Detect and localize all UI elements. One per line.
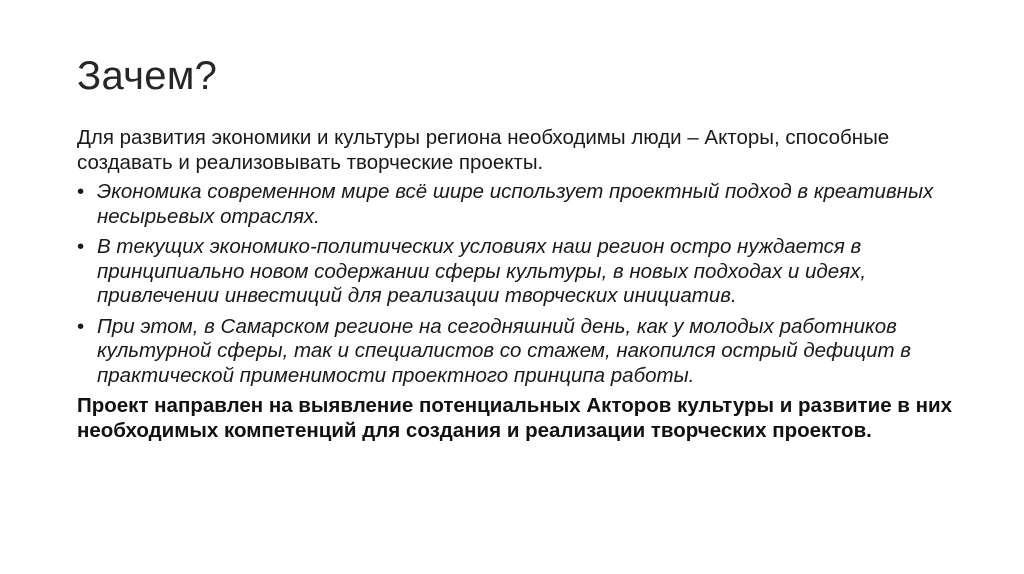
conclusion-paragraph: Проект направлен на выявление потенциальных Акторов культуры и развитие в них необходимых компетенций для создания и реализации творческих проектов. xyxy=(77,394,952,442)
bullet-text: Экономика современном мире всё шире использует проектный подход в креативных несырьевых отраслях. xyxy=(97,180,934,228)
slide-body xyxy=(77,126,957,443)
bullet-item-region-needs xyxy=(77,235,957,309)
bullet-text: При этом, в Самарском регионе на сегодняшний день, как у молодых работников культурной сферы, так и специалистов со стажем, накопился острый дефицит в практической применимости проектного принципа работы. xyxy=(97,314,911,387)
bullet-dot-icon: • xyxy=(77,180,85,203)
intro-paragraph: Для развития экономики и культуры региона необходимы люди – Акторы, способные создавать и реализовывать творческие проекты. xyxy=(77,126,890,174)
bullet-item-samara-deficit xyxy=(77,315,957,389)
bullet-dot-icon: • xyxy=(77,235,85,258)
bullet-list xyxy=(77,180,957,388)
bullet-item-economy xyxy=(77,180,957,229)
bullet-dot-icon: • xyxy=(77,314,85,338)
slide-title: Зачем? xyxy=(77,54,218,98)
bullet-text: В текущих экономико-политических условиях наш регион остро нуждается в принципиально новом содержании сферы культуры, в новых подходах и идеях, привлечении инвестиций для реализации творческих инициатив. xyxy=(97,235,867,307)
